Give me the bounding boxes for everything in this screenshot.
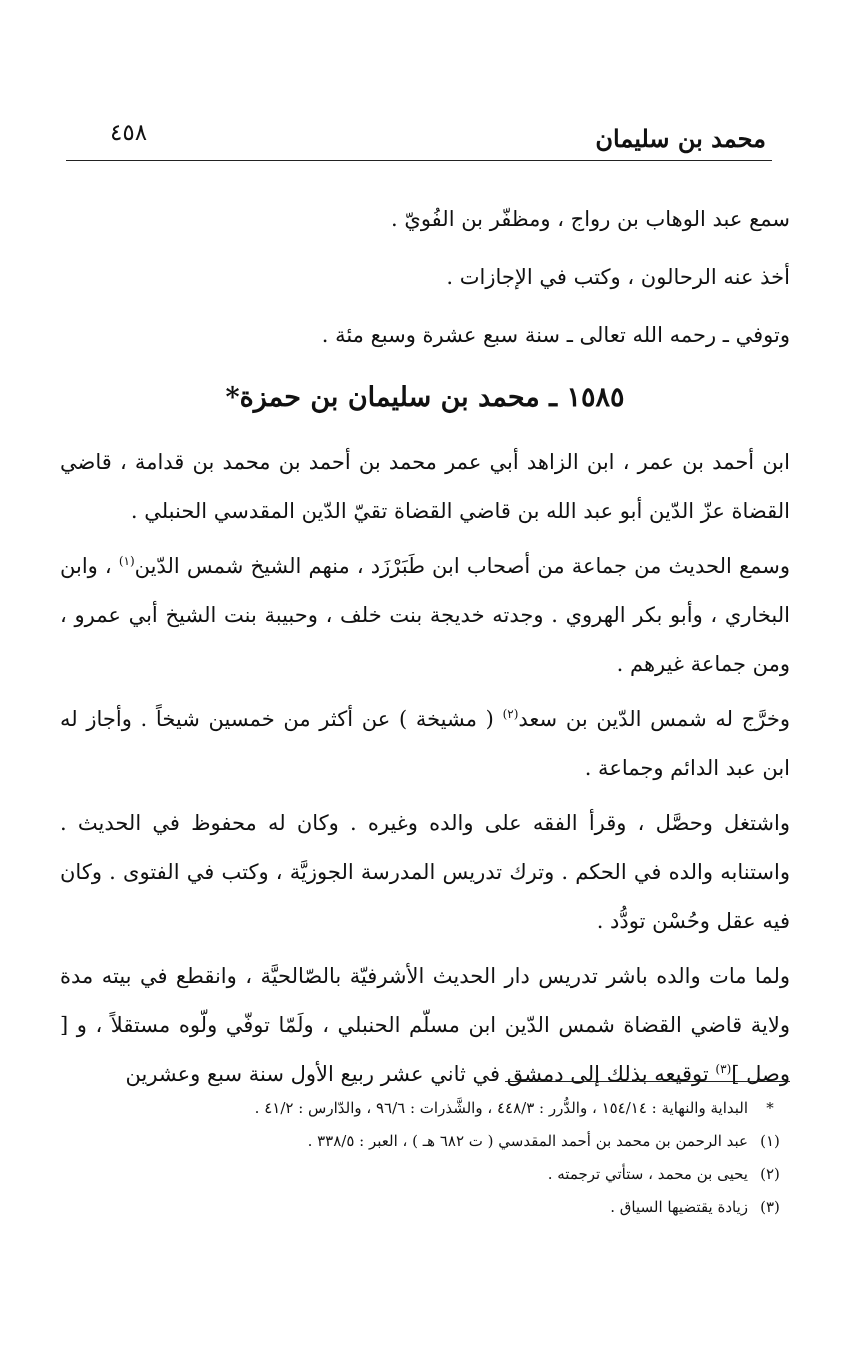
footnote-text: زيادة يقتضيها السياق . — [610, 1198, 748, 1216]
paragraph-study: واشتغل وحصَّل ، وقرأ الفقه على والده وغيره . وكان له محفوظ في الحديث . واستنابه والده في الحكم . وترك تدريس المدرسة الجوزيَّة ، وكتب في الفتوى . وكان فيه عقل وحُسْن تودُّد . — [60, 811, 790, 933]
footnote-mark: (٢) — [760, 1165, 780, 1183]
paragraph-mashyakha — [60, 695, 790, 793]
paragraph-teachers — [60, 542, 790, 689]
entry-heading: ١٥٨٥ ـ محمد بن سليمان بن حمزة* — [225, 382, 625, 413]
footnote-item — [80, 1092, 792, 1125]
running-head: محمد بن سليمان — [595, 124, 766, 153]
footnote-mark: (١) — [760, 1132, 780, 1150]
footnote-reference: (٣) — [715, 1062, 732, 1076]
paragraph-text: وخرَّج له شمس الدّين بن سعد — [518, 707, 790, 731]
footnote-item — [80, 1158, 792, 1191]
footnote-text: عبد الرحمن بن محمد بن أحمد المقدسي ( ت ٦٨٢ هـ ) ، العبر : ٣٣٨/٥ . — [307, 1132, 748, 1150]
page-header — [66, 118, 772, 161]
footnote-text: البداية والنهاية : ١٥٤/١٤ ، والدُّرر : ٤٤٨/٣ ، والشَّذرات : ٩٦/٦ ، والدّارس : ٤١/٢ . — [254, 1099, 748, 1117]
footnote-mark: * — [766, 1099, 774, 1117]
footnotes — [80, 1092, 792, 1224]
text-line: سمع عبد الوهاب بن رواج ، ومظفّر بن الفُويّ . — [391, 207, 790, 231]
footnote-text: يحيى بن محمد ، ستأتي ترجمته . — [547, 1165, 748, 1183]
paragraph-text: ولما مات والده باشر تدريس دار الحديث الأشرفيّة بالصّالحيَّة ، وانقطع في بيته مدة ولاية قاضي القضاة شمس الدّين ابن مسلّم الحنبلي ، ولَمّا توفّي ولّوه مستقلاً ، و [ وصل ] — [60, 964, 790, 1086]
paragraph-lineage: ابن أحمد بن عمر ، ابن الزاهد أبي عمر محمد بن أحمد بن محمد بن قدامة ، قاضي القضاة عزّ الدّين أبو عبد الله بن قاضي القضاة تقيّ الدّين المقدسي الحنبلي . — [60, 450, 790, 523]
paragraph-text: ، وابن البخاري ، وأبو بكر الهروي . وجدته خديجة بنت خلف ، وحبيبة بنت الشيخ أبي عمرو ، ومن جماعة غيرهم . — [60, 554, 790, 676]
paragraph-text: وسمع الحديث من جماعة من أصحاب ابن طَبَرْزَد ، منهم الشيخ شمس الدّين — [134, 554, 790, 578]
page-number: ٤٥٨ — [110, 120, 148, 146]
footnote-item — [80, 1125, 792, 1158]
text-line: وتوفي ـ رحمه الله تعالى ـ سنة سبع عشرة وسبع مئة . — [321, 323, 790, 347]
text-line: أخذ عنه الرحالون ، وكتب في الإجازات . — [446, 265, 790, 289]
main-text — [60, 190, 790, 1105]
footnote-reference: (٢) — [502, 707, 519, 721]
paragraph-text: توقيعه بذلك إلى دمشق في ثاني عشر ربيع الأول سنة سبع وعشرين — [125, 1062, 716, 1086]
footnote-divider — [505, 1081, 790, 1082]
paragraph-text: ( مشيخة ) عن أكثر من خمسين شيخاً . وأجاز له ابن عبد الدائم وجماعة . — [60, 707, 790, 780]
footnote-item — [80, 1191, 792, 1224]
paragraph-career — [60, 952, 790, 1099]
footnote-mark: (٣) — [760, 1198, 780, 1216]
footnote-reference: (١) — [118, 554, 135, 568]
